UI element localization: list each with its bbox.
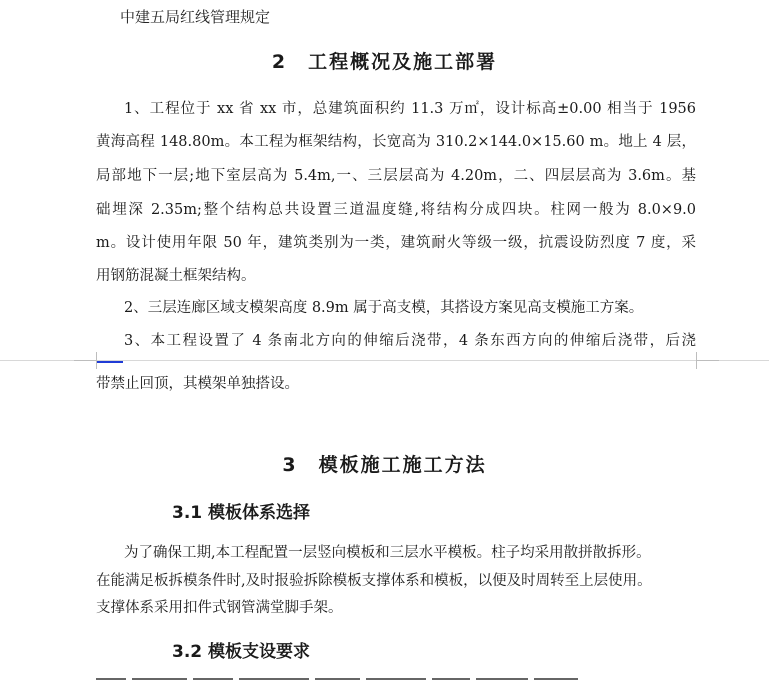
- paragraph-line: 在能满足板拆模条件时,及时报验拆除模板支撑体系和模板，以便及时周转至上层使用。: [96, 573, 652, 589]
- paragraph-line: 为了确保工期,本工程配置一层竖向模板和三层水平模板。柱子均采用散拼散拆形。: [124, 545, 651, 561]
- crop-mark: [696, 360, 719, 369]
- subsection-3-2-heading: 3.2 模板支设要求: [172, 642, 311, 662]
- paragraph-line: 支撑体系采用扣件式钢管满堂脚手架。: [96, 600, 343, 616]
- paragraph-line: m。设计使用年限 50 年，建筑类别为一类，建筑耐火等级一级，抗震设防烈度 7 度，采: [96, 235, 696, 251]
- text-cursor-marker: [97, 361, 123, 363]
- paragraph-line: 1、工程位于 xx 省 xx 市，总建筑面积约 11.3 万㎡，设计标高±0.00 相当于 1956: [124, 101, 696, 117]
- paragraph-line: 础埋深 2.35m;整个结构总共设置三道温度缝,将结构分成四块。柱网一般为 8.0×9.0: [96, 202, 696, 218]
- page-header: 中建五局红线管理规定: [120, 8, 271, 26]
- paragraph-line: 用钢筋混凝土框架结构。: [96, 268, 256, 284]
- paragraph-line: 带禁止回顶，其模架单独搭设。: [96, 376, 299, 392]
- paragraph-line: 局部地下一层;地下室层高为 5.4m,一、三层层高为 4.20m，二、四层层高为 3.6m。基: [96, 168, 696, 184]
- section-3-heading: 3 模板施工施工方法: [282, 454, 487, 476]
- paragraph-line: 3、本工程设置了 4 条南北方向的伸缩后浇带，4 条东西方向的伸缩后浇带，后浇: [124, 333, 696, 349]
- section-2-heading: 2 工程概况及施工部署: [271, 51, 498, 73]
- crop-mark: [74, 360, 97, 369]
- paragraph-line: 2、三层连廊区域支模架高度 8.9m 属于高支模，其搭设方案见高支模施工方案。: [124, 300, 644, 316]
- clipped-text-line: [96, 678, 696, 688]
- paragraph-line: 黄海高程 148.80m。本工程为框架结构，长宽高为 310.2×144.0×15.60 m。地上 4 层，: [96, 134, 696, 150]
- subsection-3-1-heading: 3.1 模板体系选择: [172, 503, 311, 523]
